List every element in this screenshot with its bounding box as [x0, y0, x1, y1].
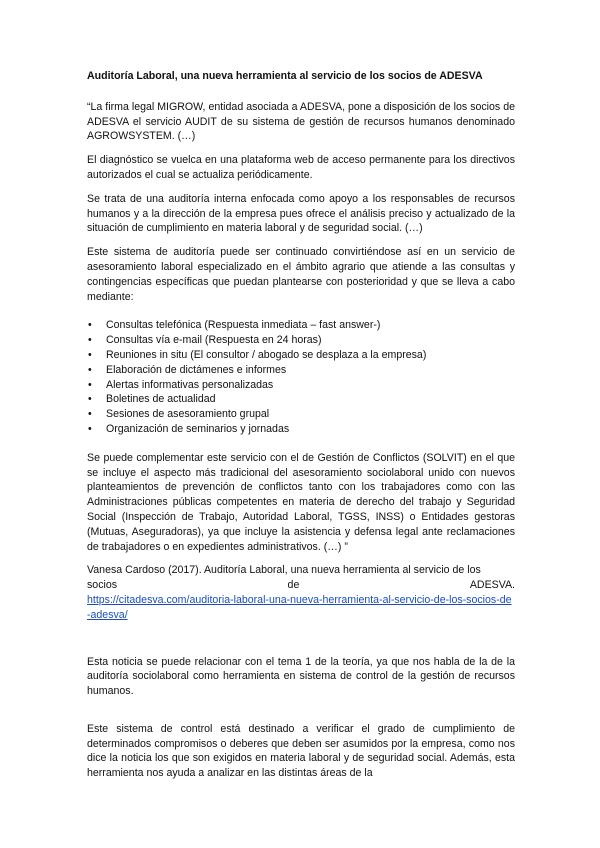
list-item [87, 392, 515, 407]
solvit-paragraph: Se puede complementar este servicio con el de Gestión de Conflictos (SOLVIT) en el que se incluye el aspecto más tradicional del asesoramiento sociolaboral unido con nuevos planteamientos de prevención de conflictos tanto con los trabajadores como con las Administraciones públicas competentes en materia de derecho del trabajo y Seguridad Social (Inspección de Trabajo, Autoridad Laboral, TGSS, INSS) o Entidades gestoras (Mutuas, Aseguradoras), ya que incluye la asistencia y defensa legal ante reclamaciones de trabajadores o en expedientes administrativos. (…) ” [87, 451, 515, 553]
list-item-text: Boletines de actualidad [106, 393, 216, 406]
list-item [87, 422, 515, 437]
citation-link[interactable]: https://citadesva.com/auditoria-laboral-una-nueva-herramienta-al-servicio-de-los-socios-de-adesva/ [87, 593, 512, 621]
citation-word-de: de [287, 579, 300, 592]
bullet-icon: • [88, 319, 92, 332]
spacer [87, 708, 515, 722]
list-item [87, 407, 515, 422]
bullet-icon: • [88, 334, 92, 347]
quote-paragraph-3: Se trata de una auditoría interna enfocada como apoyo a los responsables de recursos humanos y a la dirección de la empresa pues ofrece el análisis preciso y actualizado de la situación de cumplimiento en materia laboral y de seguridad social. (…) [87, 192, 515, 235]
quote-paragraph-2: El diagnóstico se vuelca en una plataforma web de acceso permanente para los directivos autorizados el cual se actualiza periódicamente. [87, 154, 515, 181]
citation-line-2 [87, 578, 515, 593]
quote-paragraph-1: “La firma legal MIGROW, entidad asociada a ADESVA, pone a disposición de los socios de ADESVA el servicio AUDIT de su sistema de gestión de recursos humanos denominado AGROWSYSTEM. (…) [87, 100, 515, 143]
quote-paragraph-4: Este sistema de auditoría puede ser continuado convirtiéndose así en un servicio de asesoramiento laboral especializado en el ámbito agrario que atiende a las consultas y contingencias específicas que puedan plantearse con posterioridad y que se lleva a cabo mediante: [87, 246, 515, 303]
list-item [87, 318, 515, 333]
citation [87, 563, 515, 622]
citation-word-adesva: ADESVA. [469, 579, 515, 592]
list-item-text: Consultas telefónica (Respuesta inmediata – fast answer-) [106, 319, 381, 332]
bullet-icon: • [88, 348, 92, 361]
bullet-icon: • [88, 393, 92, 406]
citation-line-1: Vanesa Cardoso (2017). Auditoría Laboral, una nueva herramienta al servicio de los [87, 564, 481, 577]
spacer [87, 623, 515, 655]
commentary-paragraph-2: Este sistema de control está destinado a verificar el grado de cumplimiento de determinados compromisos o deberes que deben ser asumidos por la empresa, como nos dice la noticia los que son exigidos en materia laboral y de seguridad social. Además, esta herramienta nos ayuda a analizar en las distintas áreas de la [87, 722, 515, 780]
bullet-icon: • [88, 378, 92, 391]
document-title: Auditoría Laboral, una nueva herramienta al servicio de los socios de ADESVA [87, 70, 483, 82]
list-item [87, 333, 515, 348]
services-list [87, 318, 515, 436]
list-item-text: Elaboración de dictámenes e informes [106, 363, 287, 376]
commentary-paragraph-1: Esta noticia se puede relacionar con el tema 1 de la teoría, ya que nos habla de la de la auditoría sociolaboral como herramienta en sistema de control de la gestión de recursos humanos. [87, 655, 515, 698]
list-item [87, 378, 515, 393]
bullet-icon: • [88, 422, 92, 435]
bullet-icon: • [88, 408, 92, 421]
document-page [87, 69, 515, 790]
list-item-text: Consultas vía e-mail (Respuesta en 24 horas) [106, 334, 322, 347]
list-item [87, 363, 515, 378]
list-item-text: Sesiones de asesoramiento grupal [106, 408, 270, 421]
bullet-icon: • [88, 363, 92, 376]
list-item-text: Alertas informativas personalizadas [106, 378, 274, 391]
citation-word-socios: socios [87, 579, 118, 592]
list-item-text: Reuniones in situ (El consultor / abogado se desplaza a la empresa) [106, 348, 427, 361]
list-item [87, 348, 515, 363]
list-item-text: Organización de seminarios y jornadas [106, 422, 290, 435]
